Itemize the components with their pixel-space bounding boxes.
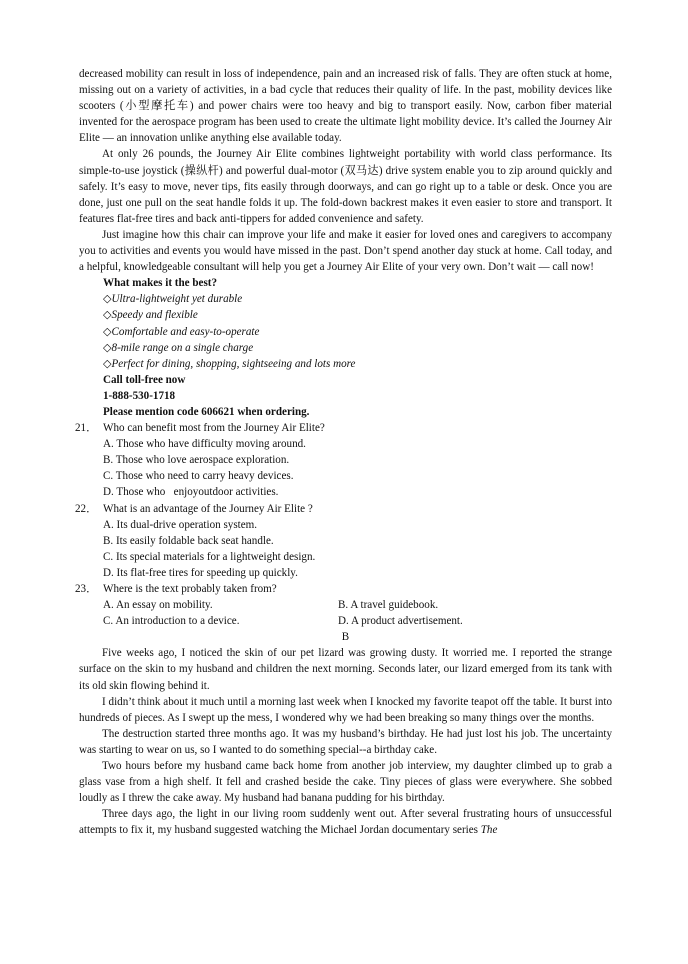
option-a: A. Its dual-drive operation system. — [103, 518, 258, 531]
option-b: B. Its easily foldable back seat handle. — [103, 534, 274, 547]
feature-item: ◇8-mile range on a single charge — [103, 341, 254, 354]
option-c: C. An introduction to a device. — [103, 615, 240, 628]
options-row-cd — [79, 613, 612, 629]
question-text: Who can benefit most from the Journey Air Elite? — [103, 422, 325, 435]
option-c: C. Its special materials for a lightweight design. — [103, 550, 316, 563]
options-row-ab — [79, 597, 612, 613]
order-code-line: Please mention code 606621 when ordering. — [103, 405, 310, 418]
question-21 — [75, 420, 612, 436]
option-d: D. Its flat-free tires for speeding up quickly. — [103, 566, 298, 579]
question-text: Where is the text probably taken from? — [103, 583, 277, 595]
passage-b-paragraph-5 — [79, 806, 612, 838]
feature-item: ◇Ultra-lightweight yet durable — [103, 293, 243, 306]
features-heading: What makes it the best? — [103, 277, 218, 290]
paragraph-text: Three days ago, the light in our living room suddenly went out. After several frustrating hours of unsuccessful attempts to fix it, my husband suggested watching the Michael Jordan documentary series — [79, 808, 612, 837]
series-title-fragment: The — [480, 824, 498, 837]
option-a: A. Those who have difficulty moving around. — [103, 438, 306, 451]
feature-item: ◇Perfect for dining, shopping, sightseeing and lots more — [103, 357, 356, 370]
question-text: What is an advantage of the Journey Air Elite ? — [103, 502, 313, 515]
option-d: D. Those who enjoyoutdoor activities. — [103, 486, 279, 499]
question-number: 21． — [75, 422, 98, 435]
passage-b-paragraph-2: I didn’t think about it much until a morning last week when I knocked my favorite teapot off the table. It burst into hundreds of pieces. As I swept up the mess, I wondered why we had been breaking so many things over the months. — [79, 695, 612, 724]
question-number: 23． — [75, 583, 98, 595]
question-23 — [75, 581, 612, 597]
passage-a-paragraph-1: decreased mobility can result in loss of independence, pain and an increased risk of falls. They are often stuck at home, missing out on a variety of activities, in a bad cycle that reduces their quality of life. In the past, mobility devices like scooters (小型摩托车) and power chairs were too heavy and big to transport easily. Now, carbon fiber material invented for the aerospace program has been used to create the ultimate light mobility device. It’s called the Journey Air Elite — an innovation unlike anything else available today. — [79, 68, 612, 145]
passage-b-paragraph-4: Two hours before my husband came back home from another job interview, my daughter climbed up to grab a glass vase from a high shelf. It fell and crashed beside the cake. Tiny pieces of glass were everywhere. She sobbed loudly as I threw the cake away. My husband had banana pudding for his birthday. — [79, 760, 612, 805]
feature-item: ◇Comfortable and easy-to-operate — [103, 325, 260, 338]
option-b: B. Those who love aerospace exploration. — [103, 454, 290, 467]
phone-number: 1-888-530-1718 — [103, 389, 176, 402]
passage-a-paragraph-3: Just imagine how this chair can improve your life and make it easier for loved ones and caregivers to accompany you to activities and events you would have missed in the past. Don’t spend another day stuck at home. Call today, and a helpful, knowledgeable consultant will help you get a Journey Air Elite of your very own. Don’t wait — call now! — [79, 228, 612, 274]
option-b: B. A travel guidebook. — [338, 599, 439, 612]
passage-b-paragraph-1: Five weeks ago, I noticed the skin of our pet lizard was growing dusty. It worried me. I reported the strange surface on the skin to my husband and children the next morning. Seconds later, our lizard emerged from its tank with its old skin flowing behind it. — [79, 647, 612, 692]
passage-a-paragraph-2: At only 26 pounds, the Journey Air Elite combines lightweight portability with world class performance. Its simple-to-use joystick (操纵杆) and powerful dual-motor (双马达) drive system enable you to zip around quickly and safely. It’s easy to move, never tips, fits easily through doorways, and can go right up to a table or desk. Once you are done, just one pull on the seat handle folds it up. The fold-down backrest makes it even easier to store and transport. It features flat-free tires and back anti-tippers for added convenience and safety. — [79, 148, 612, 225]
section-b-label: B — [341, 631, 350, 644]
passage-b-paragraph-3: The destruction started three months ago. It was my husband’s birthday. He had just lost his job. The uncertainty was starting to wear on us, so I wanted to do something special--a birthday cake. — [79, 727, 612, 756]
option-c: C. Those who need to carry heavy devices. — [103, 470, 294, 483]
question-number: 22． — [75, 502, 98, 515]
question-22 — [75, 501, 612, 517]
text-column — [75, 66, 612, 839]
option-a: A. An essay on mobility. — [103, 599, 213, 612]
feature-item: ◇Speedy and flexible — [103, 309, 198, 322]
call-line: Call toll-free now — [103, 373, 186, 386]
option-d: D. A product advertisement. — [338, 615, 463, 628]
